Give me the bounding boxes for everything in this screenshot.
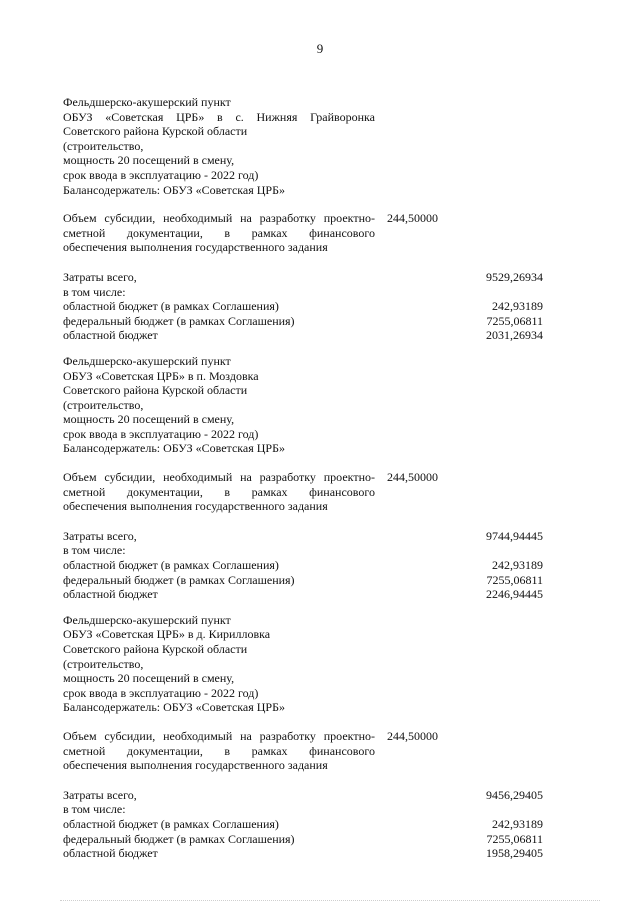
cost-value: 1958,29405 [486,846,543,861]
cost-label: Затраты всего, [63,528,137,543]
subsidy-line: обеспечения выполнения государственного задания [63,240,328,255]
facility-line: срок ввода в эксплуатацию - 2022 год) [63,426,259,441]
subsidy-line: обеспечения выполнения государственного задания [63,758,328,773]
subsidy-line: обеспечения выполнения государственного задания [63,499,328,514]
document-body [63,95,543,872]
cost-label: Затраты всего, [63,787,137,802]
cost-label: федеральный бюджет (в рамках Соглашения) [63,313,295,328]
facility-line: Балансодержатель: ОБУЗ «Советская ЦРБ» [63,700,285,715]
facility-line: ОБУЗ «Советская ЦРБ» в д. Кирилловка [63,627,271,642]
subsidy-block [63,470,543,514]
cost-value: 9529,26934 [486,269,543,284]
subsidy-line: сметной документации, в рамках финансового [63,484,375,499]
facility-section [63,95,543,343]
cost-label: областной бюджет [63,328,158,343]
cost-value: 2031,26934 [486,328,543,343]
facility-line: срок ввода в эксплуатацию - 2022 год) [63,167,259,182]
costs-block [63,788,543,861]
facility-line: Балансодержатель: ОБУЗ «Советская ЦРБ» [63,182,285,197]
page-number: 9 [316,41,324,56]
subsidy-line: Объем субсидии, необходимый на разработку проектно- [63,470,375,485]
cost-value: 7255,06811 [486,313,543,328]
cost-label: областной бюджет [63,587,158,602]
cost-row [63,328,543,343]
cost-value: 242,93189 [492,816,543,831]
subsidy-block [63,211,543,255]
subsidy-amount: 244,50000 [387,211,438,226]
facility-line: мощность 20 посещений в смену, [63,671,235,686]
facility-line: Советского района Курской области [63,124,248,139]
subsidy-description [63,729,375,773]
cost-row [63,299,543,314]
cost-value: 7255,06811 [486,831,543,846]
facility-line: (строительство, [63,138,144,153]
subsidy-line: сметной документации, в рамках финансового [63,743,375,758]
cost-label: областной бюджет (в рамках Соглашения) [63,816,279,831]
cost-row [63,285,543,300]
facility-description [63,613,375,715]
facility-line: Балансодержатель: ОБУЗ «Советская ЦРБ» [63,441,285,456]
cost-label: в том числе: [63,284,126,299]
subsidy-line: Объем субсидии, необходимый на разработку проектно- [63,211,375,226]
cost-row [63,846,543,861]
cost-row [63,587,543,602]
subsidy-line: Объем субсидии, необходимый на разработку проектно- [63,728,375,743]
facility-section [63,354,543,602]
facility-description [63,354,375,456]
cost-row [63,270,543,285]
cost-row [63,832,543,847]
facility-line: (строительство, [63,656,144,671]
subsidy-block [63,729,543,773]
facility-line: Советского района Курской области [63,383,248,398]
cost-value: 7255,06811 [486,572,543,587]
cost-row [63,558,543,573]
facility-line: мощность 20 посещений в смену, [63,153,235,168]
cost-row [63,802,543,817]
facility-line: ОБУЗ «Советская ЦРБ» в п. Моздовка [63,368,259,383]
facility-line: Фельдшерско-акушерский пункт [63,612,231,627]
subsidy-amount: 244,50000 [387,470,438,485]
subsidy-amount: 244,50000 [387,728,438,743]
subsidy-description [63,470,375,514]
facility-section [63,613,543,861]
facility-description [63,95,375,197]
cost-label: федеральный бюджет (в рамках Соглашения) [63,572,295,587]
facility-line: срок ввода в эксплуатацию - 2022 год) [63,685,259,700]
cost-row [63,817,543,832]
cost-value: 9744,94445 [486,528,543,543]
cost-label: областной бюджет (в рамках Соглашения) [63,299,279,314]
cost-value: 9456,29405 [486,787,543,802]
cost-value: 242,93189 [492,558,543,573]
facility-line: Фельдшерско-акушерский пункт [63,95,231,109]
subsidy-description [63,211,375,255]
cost-row [63,529,543,544]
facility-line: мощность 20 посещений в смену, [63,412,235,427]
cost-label: областной бюджет [63,846,158,861]
cost-row [63,543,543,558]
cost-label: в том числе: [63,802,126,817]
cost-label: областной бюджет (в рамках Соглашения) [63,558,279,573]
scan-edge-mark [60,900,600,902]
cost-label: федеральный бюджет (в рамках Соглашения) [63,831,295,846]
cost-row [63,573,543,588]
facility-line: ОБУЗ «Советская ЦРБ» в с. Нижняя Грайворонка [63,109,375,124]
subsidy-line: сметной документации, в рамках финансового [63,225,375,240]
costs-block [63,270,543,343]
costs-block [63,529,543,602]
cost-row [63,788,543,803]
cost-value: 242,93189 [492,299,543,314]
cost-value: 2246,94445 [486,587,543,602]
facility-line: (строительство, [63,397,144,412]
facility-line: Фельдшерско-акушерский пункт [63,353,231,368]
facility-line: Советского района Курской области [63,642,248,656]
cost-label: Затраты всего, [63,269,137,284]
cost-label: в том числе: [63,543,126,558]
cost-row [63,314,543,329]
